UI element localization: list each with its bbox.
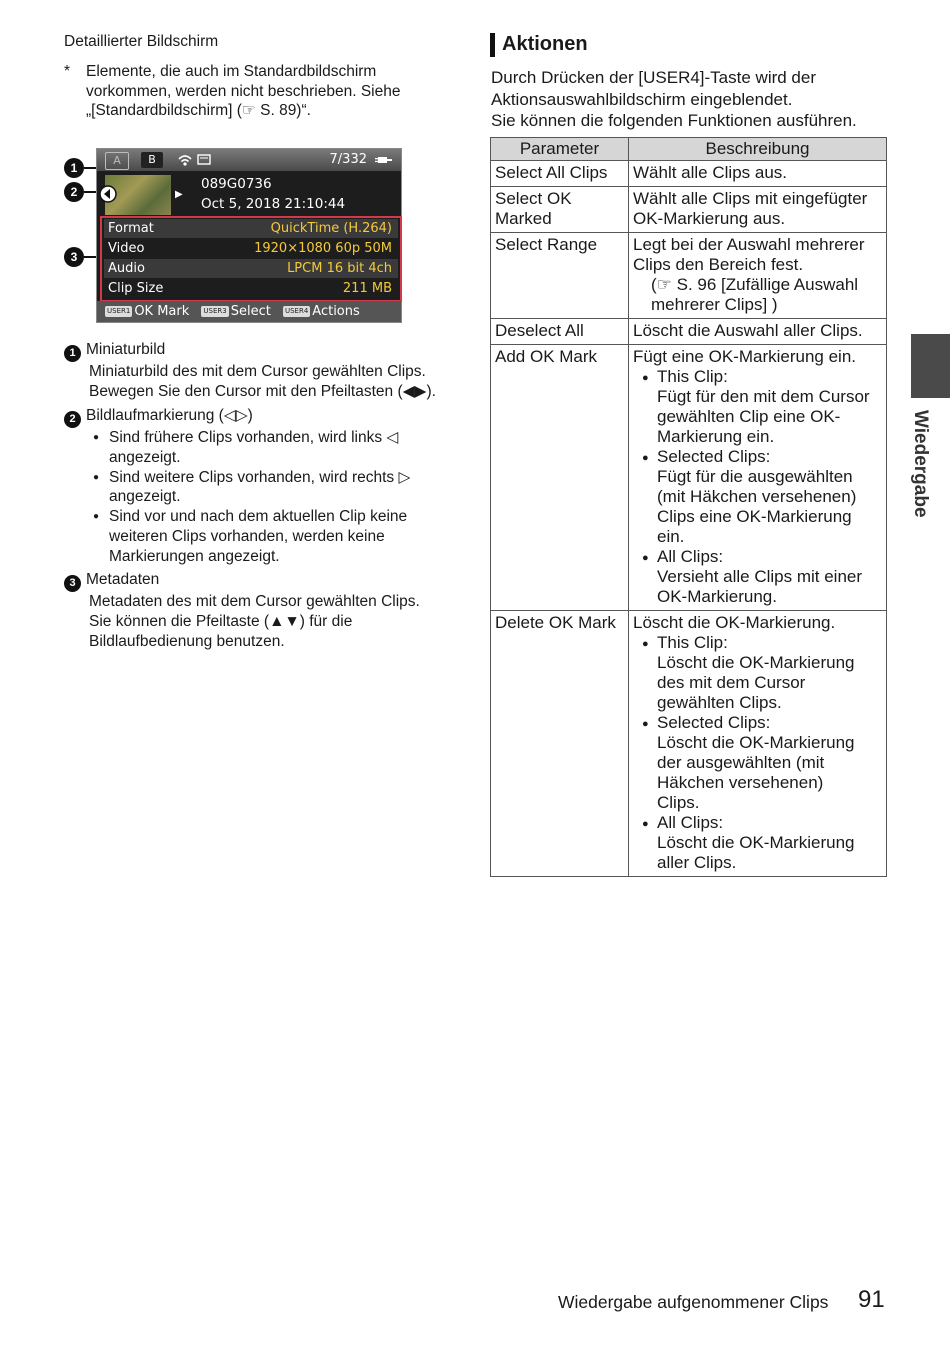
bullet-line: ● Sind vor und nach dem aktuellen Clip keine xyxy=(109,508,408,526)
note xyxy=(64,62,464,121)
desc-cell: Wählt alle Clips aus. xyxy=(629,161,887,187)
desc-cell xyxy=(629,345,887,611)
table-row xyxy=(491,611,887,877)
item-miniaturbild xyxy=(64,340,464,402)
item-text: Miniaturbild des mit dem Cursor gewählten Clips. xyxy=(89,363,426,380)
bullet-item xyxy=(633,633,883,713)
param-cell xyxy=(491,187,629,233)
section-heading: Aktionen xyxy=(502,33,588,55)
callout-2: 2 xyxy=(64,182,84,202)
page-reference[interactable]: mehrerer Clips] ) xyxy=(651,295,778,314)
bullet-item xyxy=(633,367,883,447)
bullet-item xyxy=(109,507,464,566)
note-line: „[Standardbildschirm] (☞ S. 89)“. xyxy=(86,102,311,119)
metadata-row xyxy=(104,239,398,258)
action-label: Actions xyxy=(312,304,360,319)
intro-line: Durch Drücken der [USER4]-Taste wird der xyxy=(491,68,817,87)
item-metadaten xyxy=(64,570,464,651)
note-line: vorkommen, werden nicht beschrieben. Siehe xyxy=(86,82,401,100)
footer-title: Wiedergabe aufgenommener Clips xyxy=(558,1292,829,1312)
page-reference[interactable]: (☞ S. 96 [Zufällige Auswahl xyxy=(651,275,859,294)
user-button-badge: USER4 xyxy=(284,307,309,315)
chapter-tab xyxy=(895,410,939,540)
bullet-line: der ausgewählten (mit xyxy=(657,753,825,772)
desc-cell xyxy=(629,187,887,233)
bullet-line: (mit Häkchen versehenen) xyxy=(657,487,857,506)
user-button-badge: USER3 xyxy=(203,307,227,315)
desc-cell xyxy=(629,611,887,877)
intro-line: Aktionsauswahlbildschirm eingeblendet. xyxy=(491,89,793,109)
slot-a-tab: A xyxy=(105,152,129,170)
metadata-box xyxy=(100,216,402,302)
table-header-row xyxy=(491,138,887,161)
desc-line: OK-Markierung aus. xyxy=(633,209,786,228)
bullet-item xyxy=(633,713,883,813)
scroll-left-mark-icon xyxy=(99,185,117,203)
metadata-value: LPCM 16 bit 4ch xyxy=(287,261,392,276)
column-header: Parameter xyxy=(491,138,629,161)
metadata-key: Video xyxy=(108,241,145,256)
action-label: OK Mark xyxy=(134,304,190,319)
bullet-line: ein. xyxy=(657,527,685,546)
param-cell: Deselect All xyxy=(491,319,629,345)
metadata-row xyxy=(104,279,398,298)
desc-cell: Löscht die Auswahl aller Clips. xyxy=(629,319,887,345)
intro-text xyxy=(491,67,891,132)
metadata-row xyxy=(104,219,398,238)
metadata-key: Audio xyxy=(108,261,145,276)
section-heading: Detaillierter Bildschirm xyxy=(64,33,219,50)
table-row xyxy=(491,233,887,319)
item-text: Sie können die Pfeiltaste (▲▼) für die xyxy=(89,612,353,630)
bullet-line: gewählten Clips. xyxy=(657,693,782,712)
item-text: Bewegen Sie den Cursor mit den Pfeiltasten (◀▶). xyxy=(89,382,436,400)
bullet-line: aller Clips. xyxy=(657,853,737,872)
user3-action xyxy=(201,304,270,319)
bullet-line: Löscht die OK-Markierung xyxy=(657,653,855,672)
screen-status-bar xyxy=(97,149,401,171)
param-cell: Add OK Mark xyxy=(491,345,629,611)
heading-bar xyxy=(490,33,495,57)
desc-line: Löscht die OK-Markierung. xyxy=(633,613,836,632)
bullet-line: Clips. xyxy=(657,793,700,812)
bullet-item xyxy=(633,813,883,873)
clip-count: 7/332 xyxy=(329,152,367,167)
bullet-line: Fügt für die ausgewählten xyxy=(657,467,853,486)
note-mark: * xyxy=(64,63,71,80)
clip-date: Oct 5, 2018 21:10:44 xyxy=(201,196,346,212)
callout-1: 1 xyxy=(64,158,84,178)
item-number: 1 xyxy=(64,345,81,362)
user4-action xyxy=(283,304,360,319)
table-row xyxy=(491,187,887,233)
desc-line: Legt bei der Auswahl mehrerer xyxy=(633,235,865,254)
item-number: 3 xyxy=(64,575,81,592)
desc-line: Wählt alle Clips mit eingefügter xyxy=(633,189,868,208)
metadata-row xyxy=(104,259,398,278)
bullet-line: ● Sind frühere Clips vorhanden, wird links ◁ xyxy=(109,429,399,446)
desc-line: Clips den Bereich fest. xyxy=(633,255,804,274)
bullet-item xyxy=(109,468,464,508)
item-text: Bildlaufbedienung benutzen. xyxy=(89,632,285,650)
slot-b-tab: B xyxy=(141,152,163,168)
metadata-key: Clip Size xyxy=(108,281,164,296)
bullet-line: weiteren Clips vorhanden, werden keine xyxy=(109,527,385,545)
param-cell: Select All Clips xyxy=(491,161,629,187)
bullet-line: Löscht die OK-Markierung xyxy=(657,833,855,852)
bullet-line: Markierung ein. xyxy=(657,427,775,446)
metadata-value: 1920×1080 60p 50M xyxy=(254,241,392,256)
metadata-value: QuickTime (H.264) xyxy=(270,221,392,236)
param-line: Marked xyxy=(495,209,552,228)
item-title: Metadaten xyxy=(86,571,160,588)
item-number: 2 xyxy=(64,411,81,428)
card-icon xyxy=(197,154,211,166)
user1-action xyxy=(105,304,189,319)
table-row xyxy=(491,319,887,345)
actions-table xyxy=(490,137,887,877)
table-row xyxy=(491,161,887,187)
bullet-line: Markierungen angezeigt. xyxy=(109,547,280,565)
chapter-tab-label: Wiedergabe xyxy=(910,410,931,518)
bullet-line: ● All Clips: xyxy=(657,547,724,566)
param-cell: Delete OK Mark xyxy=(491,611,629,877)
bullet-item xyxy=(633,447,883,547)
item-text: Metadaten des mit dem Cursor gewählten Clips. xyxy=(89,593,420,610)
callout-3: 3 xyxy=(64,247,84,267)
bullet-line: des mit dem Cursor xyxy=(657,673,806,692)
scroll-right-arrow-icon: ▶ xyxy=(175,189,183,200)
bullet-line: ● Sind weitere Clips vorhanden, wird rechts ▷ xyxy=(109,468,411,486)
desc-cell xyxy=(629,233,887,319)
table-row xyxy=(491,345,887,611)
intro-line: Sie können die folgenden Funktionen ausführen. xyxy=(491,111,857,130)
bullet-item xyxy=(633,547,883,607)
desc-line: Fügt eine OK-Markierung ein. xyxy=(633,347,856,366)
bullet-line: Häkchen versehenen) xyxy=(657,773,824,792)
bullet-line: Clips eine OK-Markierung xyxy=(657,507,852,526)
item-title: Miniaturbild xyxy=(86,341,166,358)
bullet-line: Versieht alle Clips mit einer xyxy=(657,567,863,586)
bullet-line: ● Selected Clips: xyxy=(657,447,771,466)
param-cell: Select Range xyxy=(491,233,629,319)
clip-id: 089G0736 xyxy=(201,176,272,192)
wifi-icon xyxy=(177,153,193,167)
note-line: Elemente, die auch im Standardbildschirm xyxy=(86,63,377,80)
item-bildlaufmarkierung xyxy=(64,406,464,567)
action-label: Select xyxy=(230,304,271,319)
column-header: Beschreibung xyxy=(629,138,887,161)
bullet-line: ● All Clips: xyxy=(657,813,724,832)
bullet-line: ● Selected Clips: xyxy=(657,713,771,732)
item-title: Bildlaufmarkierung (◁▷) xyxy=(86,407,253,424)
bullet-line: Löscht die OK-Markierung xyxy=(657,733,855,752)
plug-icon xyxy=(375,155,393,165)
bullet-line: gewählten Clip eine OK- xyxy=(657,407,841,426)
camera-screen xyxy=(96,148,402,323)
user-button-badge: USER1 xyxy=(107,307,131,315)
bullet-line: ● This Clip: xyxy=(657,633,728,652)
bullet-line: Fügt für den mit dem Cursor xyxy=(657,387,870,406)
bullet-item xyxy=(109,428,464,468)
param-line: Select OK xyxy=(495,189,572,208)
metadata-value: 211 MB xyxy=(342,281,392,296)
bullet-line: angezeigt. xyxy=(109,448,181,466)
chapter-tab-marker xyxy=(911,334,950,398)
metadata-key: Format xyxy=(108,221,154,236)
bullet-line: ● This Clip: xyxy=(657,367,728,386)
page-number: 91 xyxy=(858,1286,885,1313)
bullet-line: angezeigt. xyxy=(109,488,181,506)
screen-action-bar xyxy=(97,301,401,322)
bullet-line: OK-Markierung. xyxy=(657,587,777,606)
